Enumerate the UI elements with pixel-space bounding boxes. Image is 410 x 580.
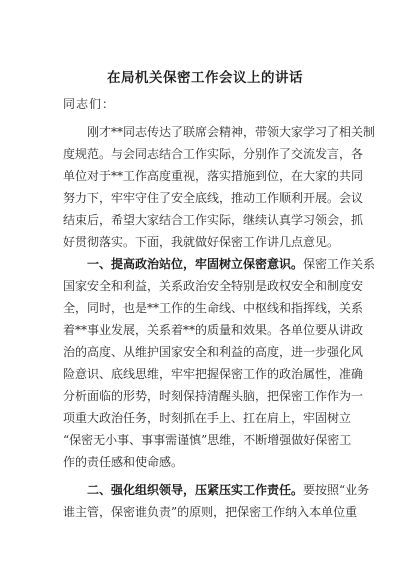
paragraph-1-line: 度规范。与会同志结合工作实际，分别作了交流发言，各 [63,147,364,161]
section-2-first-line-text: 要按照“业务 [303,483,370,497]
section-1-line: 治的高度、从维护国家安全和利益的高度，进一步强化风 [63,345,364,359]
section-1-line: “保密无小事、事事需谨慎”思维，不断增强做好保密工 [63,433,352,447]
paragraph-1-line: 刚才**同志传达了联席会精神，带领大家学习了相关制 [87,125,376,139]
paragraph-1-line: 单位对于**工作高度重视，落实措施到位，在大家的共同 [63,169,364,183]
section-1-first-line [87,257,376,271]
section-1-first-line-text: 保密工作关系 [303,257,376,271]
document-title: 在局机关保密工作会议上的讲话 [107,70,303,86]
paragraph-1-line: 结束后，希望大家结合工作实际，继续认真学习领会，抓 [63,213,364,227]
section-1-line: 全，同时，也是**工作的生命线、中枢线和指挥线，关系 [63,301,364,315]
section-1-line: 着**事业发展，关系着**的质量和效果。各单位要从讲政 [63,323,364,337]
section-2-first-line [87,483,370,497]
paragraph-1-line: 努力下，牢牢守住了安全底线，推动工作顺利开展。会议 [63,191,364,205]
section-1-line: 分析面临的形势，时刻保持清醒头脑，把保密工作作为一 [63,389,364,403]
section-2-line: 谁主管，保密谁负责”的原则，把保密工作纳入本单位重 [63,505,358,519]
section-2-heading: 二、强化组织领导，压紧压实工作责任。 [87,483,304,497]
section-1-line: 险意识、底线思维，牢牢把握保密工作的政治属性，准确 [63,367,364,381]
section-1-line: 项重大政治任务，时刻抓在手上、扛在肩上，牢固树立 [63,411,352,425]
paragraph-1-line: 好贯彻落实。下面，我就做好保密工作讲几点意见。 [63,235,340,249]
salutation: 同志们： [63,97,116,111]
section-1-heading: 一、提高政治站位，牢固树立保密意识。 [87,257,304,271]
section-1-line: 作的责任感和使命感。 [63,455,184,469]
section-1-line: 国家安全和利益，关系政治安全特别是政权安全和制度安 [63,279,364,293]
